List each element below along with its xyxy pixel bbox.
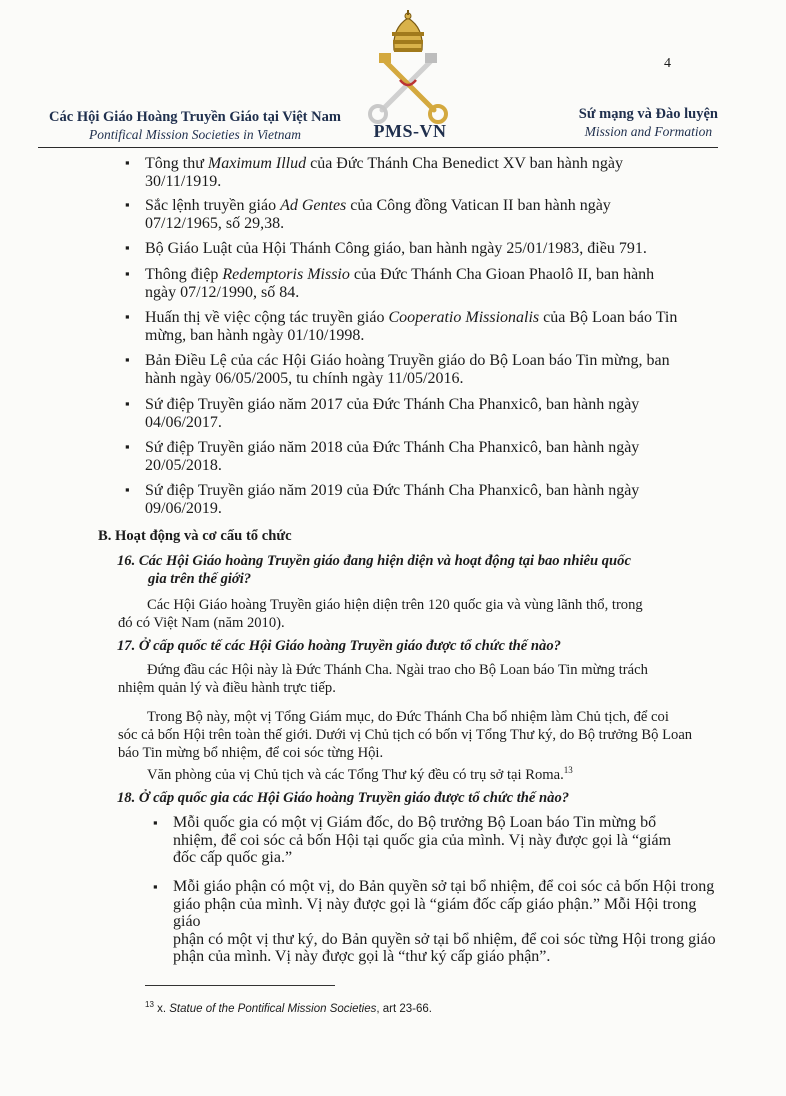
papal-emblem-logo-icon: [364, 10, 452, 125]
ref-text: hành ngày 06/05/2005, tu chính ngày 11/05/2016.: [145, 370, 464, 387]
ref-text: Thông điệp: [145, 266, 223, 283]
answer-17-p1: [118, 661, 718, 697]
question-18: 18. Ở cấp quốc gia các Hội Giáo hoàng Truyền giáo được tổ chức thế nào?: [117, 790, 570, 806]
answer-text: phận có một vị thư ký, do Bản quyền sở tại bổ nhiệm, để coi sóc từng Hội trong giáo: [173, 930, 716, 948]
question-text: 16. Các Hội Giáo hoàng Truyền giáo đang hiện diện và hoạt động tại bao nhiêu quốc: [117, 553, 631, 569]
ref-text: 20/05/2018.: [145, 457, 222, 474]
logo-text: PMS-VN: [373, 121, 447, 141]
ref-text: Huấn thị về việc cộng tác truyền giáo: [145, 309, 389, 326]
list-item: [145, 266, 690, 302]
list-item: [173, 878, 718, 966]
header-right-title: Sứ mạng và Đào luyện: [578, 106, 718, 122]
answer-text: đốc cấp quốc gia.”: [173, 849, 293, 866]
ref-text: của Đức Thánh Cha Benedict XV ban hành ngày: [306, 155, 623, 172]
ref-text: của Bộ Loan báo Tin: [539, 309, 678, 326]
header-left-title: Các Hội Giáo Hoàng Truyền Giáo tại Việt Nam: [49, 109, 341, 125]
ref-text: 07/12/1965, số 29,38.: [145, 215, 285, 232]
list-item: [145, 309, 690, 345]
list-item: [145, 396, 690, 432]
ref-text: Bản Điều Lệ của các Hội Giáo hoàng Truyền giáo do Bộ Loan báo Tin mừng, ban: [145, 352, 670, 369]
list-item: [145, 352, 690, 388]
ref-text: 30/11/1919.: [145, 173, 222, 190]
question-16: [117, 552, 702, 588]
ref-text: của Đức Thánh Cha Gioan Phaolô II, ban hành: [349, 266, 655, 283]
page-number: 4: [664, 56, 671, 71]
ref-text: Sứ điệp Truyền giáo năm 2018 của Đức Thánh Cha Phanxicô, ban hành ngày: [145, 439, 640, 456]
ref-text: Bộ Giáo Luật của Hội Thánh Công giáo, ban hành ngày 25/01/1983, điều 791.: [145, 240, 647, 257]
footnote-ref: 13: [563, 765, 573, 775]
answer-text: Trong Bộ này, một vị Tổng Giám mục, do Đức Thánh Cha bổ nhiệm làm Chủ tịch, để coi: [147, 709, 669, 725]
list-item: [145, 482, 690, 518]
ref-text: Sứ điệp Truyền giáo năm 2019 của Đức Thánh Cha Phanxicô, ban hành ngày: [145, 482, 640, 499]
ref-title: Cooperatio Missionalis: [388, 309, 540, 326]
answer-text: đó có Việt Nam (năm 2010).: [118, 615, 285, 631]
ref-text: 09/06/2019.: [145, 500, 222, 517]
footnote: [145, 1000, 432, 1015]
ref-text: Tông thư: [145, 155, 208, 172]
answer-text: Các Hội Giáo hoàng Truyền giáo hiện diện trên 120 quốc gia và vùng lãnh thổ, trong: [147, 597, 643, 613]
answer-text: Văn phòng của vị Chủ tịch và các Tổng Thư ký đều có trụ sở tại Roma.: [147, 766, 564, 783]
ref-text: 04/06/2017.: [145, 414, 222, 431]
ref-title: Ad Gentes: [280, 197, 347, 214]
header-divider: [38, 147, 718, 148]
footnote-title: Statue of the Pontifical Mission Societies: [169, 1002, 377, 1015]
footnote-divider: [145, 985, 335, 986]
answer-text: Mỗi quốc gia có một vị Giám đốc, do Bộ trưởng Bộ Loan báo Tin mừng bổ: [173, 814, 657, 831]
footnote-number: 13: [145, 1000, 154, 1009]
ref-text: Sứ điệp Truyền giáo năm 2017 của Đức Thánh Cha Phanxicô, ban hành ngày: [145, 396, 640, 413]
answer-17-p2: [118, 708, 728, 762]
answer-text: Mỗi giáo phận có một vị, do Bản quyền sở tại bổ nhiệm, để coi sóc cả bốn Hội trong: [173, 878, 715, 895]
list-item: [145, 439, 690, 475]
list-item: [173, 814, 713, 867]
list-item: [145, 240, 690, 258]
question-17: 17. Ở cấp quốc tế các Hội Giáo hoàng Truyền giáo được tổ chức thế nào?: [117, 638, 561, 654]
ref-text: Sắc lệnh truyền giáo: [145, 197, 281, 214]
ref-text: ngày 07/12/1990, số 84.: [145, 284, 300, 301]
footnote-text: , art 23-66.: [376, 1002, 432, 1015]
question-text: gia trên thế giới?: [148, 571, 252, 587]
answer-text: báo Tin mừng bổ nhiệm, để coi sóc từng Hội.: [118, 745, 384, 761]
answer-text: sóc cả bốn Hội trên toàn thế giới. Dưới vị Chủ tịch có bốn vị Tổng Thư ký, do Bộ trưởng Bộ Loan: [118, 727, 693, 743]
section-heading: B. Hoạt động và cơ cấu tổ chức: [98, 528, 292, 544]
answer-text: giáo phận của mình. Vị này được gọi là “giám đốc cấp giáo phận.” Mỗi Hội trong giáo: [173, 895, 697, 930]
footnote-text: x.: [153, 1002, 170, 1015]
ref-title: Maximum Illud: [207, 155, 307, 172]
answer-text: phận của mình. Vị này được gọi là “thư ký cấp giáo phận”.: [173, 948, 551, 965]
answer-text: nhiệm quản lý và điều hành trực tiếp.: [118, 680, 336, 696]
header-right-subtitle: Mission and Formation: [584, 124, 713, 139]
ref-text: mừng, ban hành ngày 01/10/1998.: [145, 327, 365, 344]
list-item: [145, 155, 690, 191]
answer-text: Đứng đầu các Hội này là Đức Thánh Cha. Ngài trao cho Bộ Loan báo Tin mừng trách: [147, 662, 648, 678]
list-item: [145, 197, 690, 233]
answer-17-p3: [147, 765, 573, 784]
answer-16: [118, 596, 718, 632]
header-right: [579, 106, 718, 140]
ref-title: Redemptoris Missio: [222, 266, 350, 283]
ref-text: của Công đồng Vatican II ban hành ngày: [346, 197, 611, 214]
header-left-subtitle: Pontifical Mission Societies in Vietnam: [89, 127, 301, 142]
answer-text: nhiệm, để coi sóc cả bốn Hội tại quốc gia của mình. Vị này được gọi là “giám: [173, 831, 672, 849]
header-left: [30, 109, 360, 143]
